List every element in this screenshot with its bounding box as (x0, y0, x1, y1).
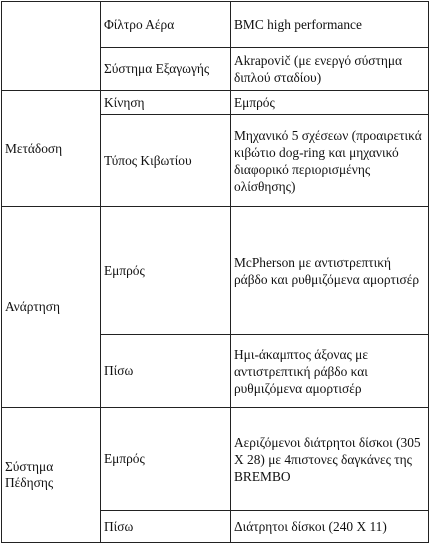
row-value: Ημι-άκαμπτος άξονας με αντιστρεπτική ράβδο και ρυθμιζόμενα αμορτισέρ (231, 335, 429, 408)
row-value: Εμπρός (231, 91, 429, 115)
spec-table (1, 1, 429, 543)
row-value: Αεριζόμενοι διάτρητοι δίσκοι (305 X 28) με 4πιστονες δαγκάνες της BREMBO (231, 408, 429, 511)
group-label-pedisi: Σύστημα Πέδησης (2, 408, 101, 543)
table-row (2, 207, 429, 335)
row-value: Διάτρητοι δίσκοι (240 X 11) (231, 511, 429, 543)
row-label: Πίσω (101, 511, 231, 543)
table-row (2, 408, 429, 511)
row-value: Μηχανικό 5 σχέσεων (προαιρετικά κιβώτιο dog-ring και μηχανικό διαφορικό περιορισμένης ολίσθησης) (231, 115, 429, 207)
row-label: Φίλτρο Αέρα (101, 2, 231, 48)
row-value: Akrapovič (με ενεργό σύστημα διπλού σταδίου) (231, 48, 429, 91)
row-label: Κίνηση (101, 91, 231, 115)
row-label: Τύπος Κιβωτίου (101, 115, 231, 207)
table-row (2, 2, 429, 48)
row-label: Πίσω (101, 335, 231, 408)
row-label: Εμπρός (101, 408, 231, 511)
row-value: BMC high performance (231, 2, 429, 48)
group-label-metadosi: Μετάδοση (2, 91, 101, 207)
row-label: Εμπρός (101, 207, 231, 335)
row-label: Σύστημα Εξαγωγής (101, 48, 231, 91)
group-cell-empty (2, 2, 101, 91)
row-value: McPherson με αντιστρεπτική ράβδο και ρυθμιζόμενα αμορτισέρ (231, 207, 429, 335)
table-row (2, 91, 429, 115)
group-label-anartisi: Ανάρτηση (2, 207, 101, 408)
